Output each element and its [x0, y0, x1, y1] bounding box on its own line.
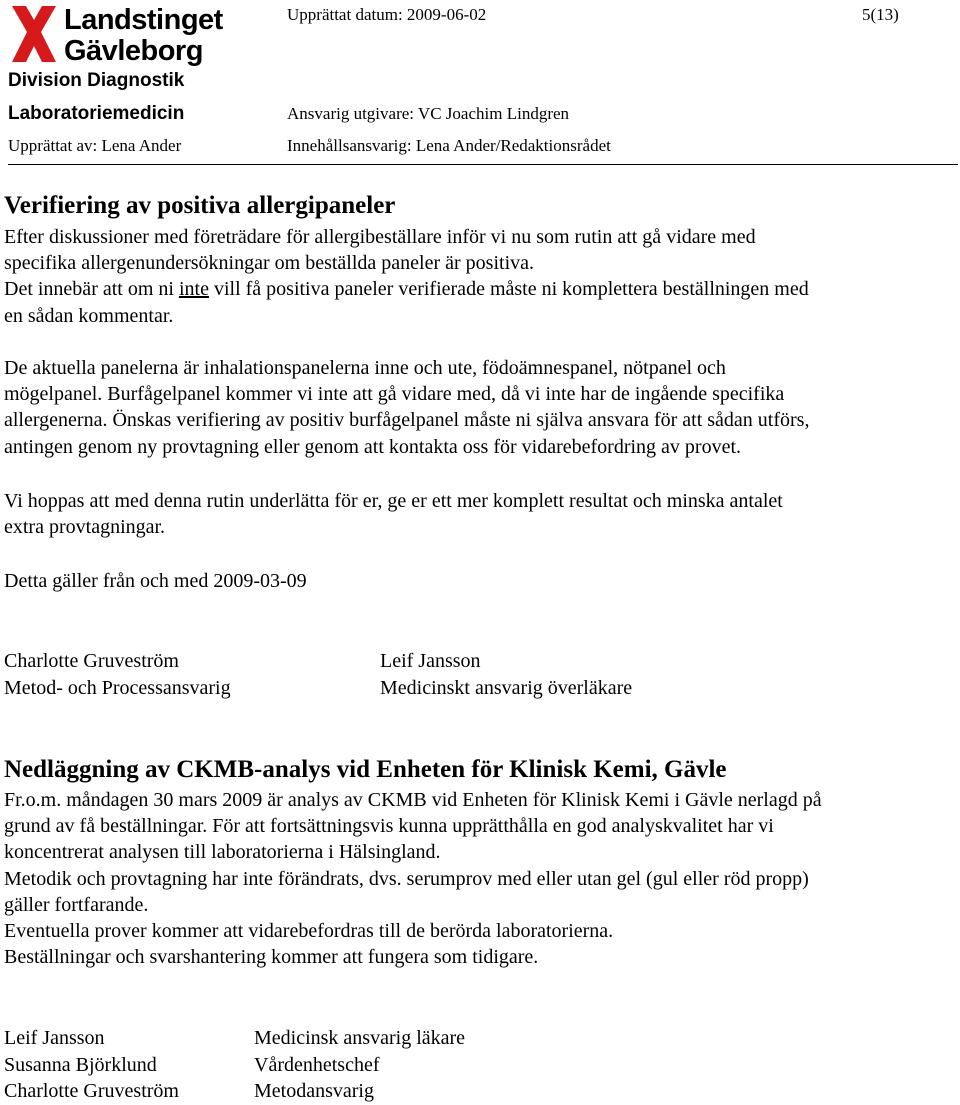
logo-mark-icon — [8, 4, 60, 64]
paragraph-line: Beställningar och svarshantering kommer att fungera som tidigare. — [4, 946, 539, 969]
division-label: Division Diagnostik — [8, 70, 185, 91]
paragraph-line: Eventuella prover kommer att vidarebefordras till de berörda laboratorierna. — [4, 920, 614, 943]
signature-block — [380, 648, 632, 701]
paragraph-line: specifika allergenundersökningar om beställda paneler är positiva. — [4, 252, 534, 275]
paragraph-line: Fr.o.m. måndagen 30 mars 2009 är analys av CKMB vid Enheten för Klinisk Kemi i Gävle nerlagd på — [4, 789, 822, 811]
paragraph-line: grund av få beställningar. För att fortsättningsvis kunna upprätthålla en god analyskvalitet har vi — [4, 815, 774, 838]
publisher-label: Ansvarig utgivare: VC Joachim Lindgren — [287, 104, 570, 123]
paragraph-line: mögelpanel. Burfågelpanel kommer vi inte att gå vidare med, då vi inte har de ingående specifika — [4, 383, 785, 406]
underlined-word: inte — [178, 278, 209, 301]
signer-name: Charlotte Gruveström — [4, 1080, 179, 1102]
effective-date-text: Detta gäller från och med 2009-03-09 — [4, 570, 307, 592]
signer-name: Leif Jansson — [380, 650, 481, 672]
signature-names-column — [4, 1025, 179, 1105]
paragraph-line: Efter diskussioner med företrädare för allergibeställare inför vi nu som rutin att gå vidare med — [4, 226, 756, 248]
paragraph-line: De aktuella panelerna är inhalationspanelerna inne och ute, födoämnespanel, nötpanel och — [4, 357, 726, 379]
paragraph-line: allergenerna. Önskas verifiering av positiv burfågelpanel måste ni själva ansvara för att sådan utförs, — [4, 409, 810, 432]
paragraph-line: Metodik och provtagning har inte förändrats, dvs. serumprov med eller utan gel (gul eller röd propp) — [4, 867, 809, 890]
signer-role: Vårdenhetschef — [254, 1053, 380, 1076]
department-label: Laboratoriemedicin — [8, 103, 185, 124]
logo-line2: Gävleborg — [64, 35, 203, 67]
signer-role: Metodansvarig — [254, 1080, 374, 1102]
header-divider — [8, 164, 958, 165]
paragraph-line: Vi hoppas att med denna rutin underlätta för er, ge er ett mer komplett resultat och minska antalet — [4, 490, 783, 512]
allergy-paragraph-2 — [4, 355, 954, 460]
landstinget-gavleborg-logo — [8, 4, 230, 68]
content-owner-label: Innehållsansvarig: Lena Ander/Redaktionsrådet — [287, 136, 611, 155]
created-by-label: Upprättat av: Lena Ander — [8, 136, 182, 155]
paragraph-line: antingen genom ny provtagning eller genom att kontakta oss för vidarebefordring av provet. — [4, 435, 742, 458]
signer-name: Leif Jansson — [4, 1027, 105, 1049]
paragraph-line: koncentrerat analysen till laboratorierna i Hälsingland. — [4, 841, 441, 864]
allergy-paragraph-1 — [4, 224, 954, 329]
logo-line1: Landstinget — [64, 4, 223, 36]
paragraph-line: extra provtagningar. — [4, 516, 166, 539]
section-title-allergy: Verifiering av positiva allergipaneler — [4, 192, 396, 219]
signature-roles-column — [254, 1025, 465, 1105]
ckmb-paragraph — [4, 787, 954, 970]
text-run: vill få positiva paneler verifierade måste ni komplettera beställningen med — [208, 278, 809, 301]
signature-block — [4, 648, 231, 701]
created-date: Upprättat datum: 2009-06-02 — [287, 5, 487, 24]
allergy-paragraph-3 — [4, 488, 954, 540]
signer-role: Medicinsk ansvarig läkare — [254, 1027, 466, 1049]
paragraph-line: en sådan kommentar. — [4, 304, 174, 327]
signer-role: Medicinskt ansvarig överläkare — [380, 676, 633, 699]
section-title-ckmb: Nedläggning av CKMB-analys vid Enheten för Klinisk Kemi, Gävle — [4, 756, 727, 783]
paragraph-line — [4, 276, 954, 302]
signer-name: Charlotte Gruveström — [4, 650, 179, 672]
signer-role: Metod- och Processansvarig — [4, 676, 231, 699]
text-run: Det innebär att om ni — [4, 278, 179, 301]
signer-name: Susanna Björklund — [4, 1053, 157, 1076]
paragraph-line: gäller fortfarande. — [4, 893, 149, 916]
page-number: 5(13) — [862, 5, 899, 24]
